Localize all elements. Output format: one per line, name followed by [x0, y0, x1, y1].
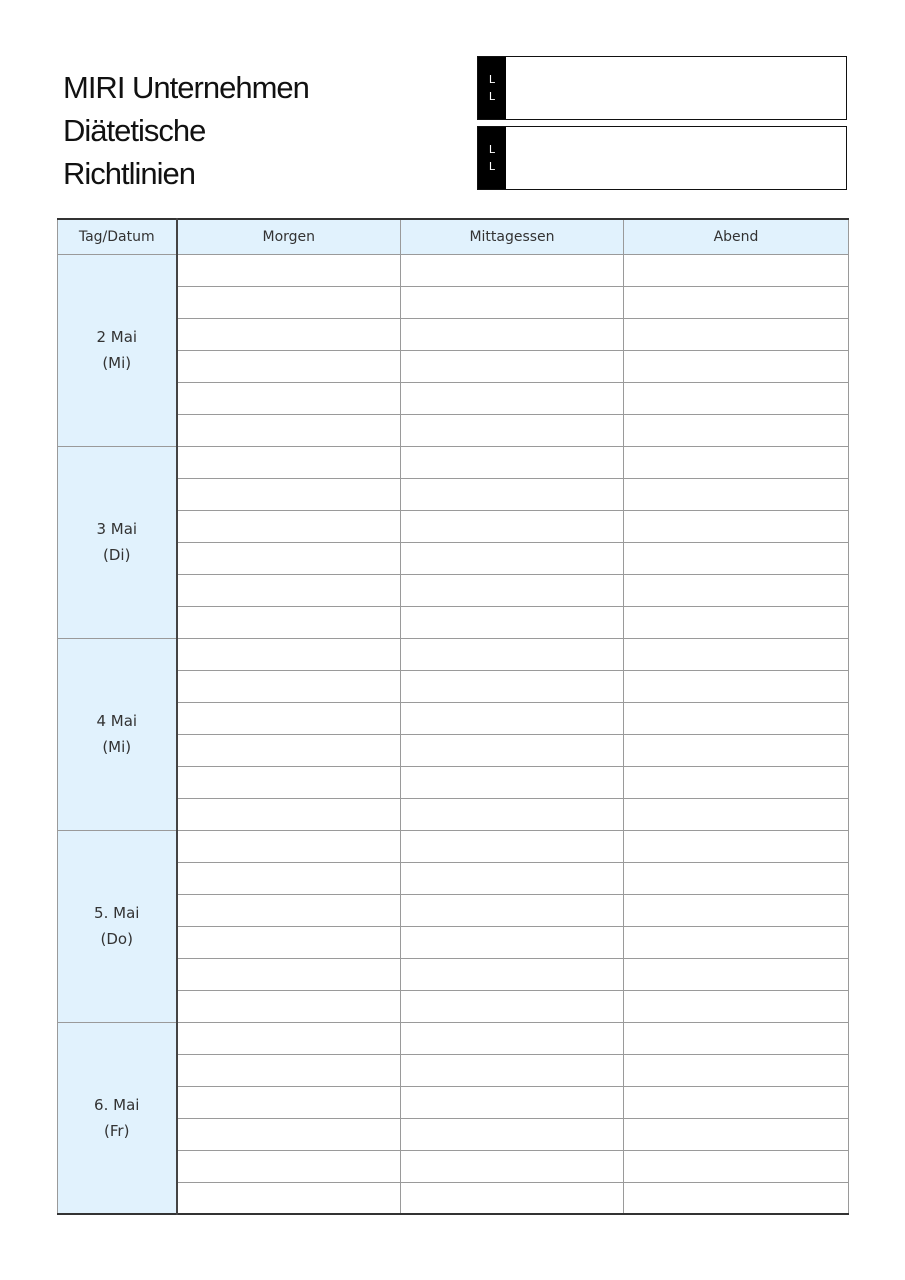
evening-cell[interactable]: [624, 1086, 849, 1118]
lunch-cell[interactable]: [401, 414, 624, 446]
table-row: [58, 414, 849, 446]
page-title: [63, 66, 309, 195]
table-row: [58, 1150, 849, 1182]
evening-cell[interactable]: [624, 766, 849, 798]
table-row: [58, 606, 849, 638]
day-weekday: (Do): [100, 930, 133, 948]
day-cell: [58, 830, 177, 1022]
lunch-cell[interactable]: [401, 1086, 624, 1118]
morning-cell[interactable]: [177, 1054, 401, 1086]
morning-cell[interactable]: [177, 350, 401, 382]
table-row: [58, 382, 849, 414]
table-row: [58, 670, 849, 702]
evening-cell[interactable]: [624, 926, 849, 958]
lunch-cell[interactable]: [401, 670, 624, 702]
evening-cell[interactable]: [624, 286, 849, 318]
day-date: 3 Mai: [96, 520, 138, 538]
label-box-2: [477, 126, 847, 190]
header-lunch: Mittagessen: [401, 219, 624, 254]
label-field-1[interactable]: [506, 57, 846, 119]
evening-cell[interactable]: [624, 382, 849, 414]
lunch-cell[interactable]: [401, 766, 624, 798]
evening-cell[interactable]: [624, 1150, 849, 1182]
evening-cell[interactable]: [624, 606, 849, 638]
table-row: [58, 734, 849, 766]
morning-cell[interactable]: [177, 478, 401, 510]
table-row: [58, 1054, 849, 1086]
table-row: [58, 254, 849, 286]
morning-cell[interactable]: [177, 1022, 401, 1054]
morning-cell[interactable]: [177, 542, 401, 574]
label-tab-2-line-1: L: [488, 143, 496, 156]
table-row: [58, 1182, 849, 1214]
lunch-cell[interactable]: [401, 350, 624, 382]
label-field-2[interactable]: [506, 127, 846, 189]
morning-cell[interactable]: [177, 862, 401, 894]
lunch-cell[interactable]: [401, 606, 624, 638]
meal-plan-table: [57, 218, 849, 1215]
day-date: 4 Mai: [96, 712, 138, 730]
lunch-cell[interactable]: [401, 702, 624, 734]
lunch-cell[interactable]: [401, 638, 624, 670]
table-row: [58, 830, 849, 862]
morning-cell[interactable]: [177, 702, 401, 734]
table-row: [58, 862, 849, 894]
morning-cell[interactable]: [177, 510, 401, 542]
evening-cell[interactable]: [624, 350, 849, 382]
morning-cell[interactable]: [177, 990, 401, 1022]
label-tab-1-line-2: L: [488, 90, 496, 103]
evening-cell[interactable]: [624, 958, 849, 990]
day-date: 5. Mai: [94, 904, 140, 922]
morning-cell[interactable]: [177, 766, 401, 798]
evening-cell[interactable]: [624, 670, 849, 702]
table-row: [58, 958, 849, 990]
lunch-cell[interactable]: [401, 542, 624, 574]
label-tab-1-line-1: L: [488, 73, 496, 86]
morning-cell[interactable]: [177, 254, 401, 286]
title-line-2: Diätetische: [63, 113, 206, 148]
day-weekday: (Fr): [104, 1121, 130, 1140]
table-row: [58, 766, 849, 798]
morning-cell[interactable]: [177, 798, 401, 830]
lunch-cell[interactable]: [401, 862, 624, 894]
morning-cell[interactable]: [177, 958, 401, 990]
table-row: [58, 510, 849, 542]
day-cell: [58, 254, 177, 446]
morning-cell[interactable]: [177, 638, 401, 670]
table-row: [58, 318, 849, 350]
evening-cell[interactable]: [624, 734, 849, 766]
evening-cell[interactable]: [624, 830, 849, 862]
morning-cell[interactable]: [177, 1182, 401, 1214]
lunch-cell[interactable]: [401, 318, 624, 350]
lunch-cell[interactable]: [401, 958, 624, 990]
lunch-cell[interactable]: [401, 990, 624, 1022]
morning-cell[interactable]: [177, 1118, 401, 1150]
table-row: [58, 702, 849, 734]
lunch-cell[interactable]: [401, 798, 624, 830]
lunch-cell[interactable]: [401, 446, 624, 478]
evening-cell[interactable]: [624, 1022, 849, 1054]
lunch-cell[interactable]: [401, 254, 624, 286]
morning-cell[interactable]: [177, 734, 401, 766]
table-row: [58, 574, 849, 606]
morning-cell[interactable]: [177, 318, 401, 350]
day-cell: [58, 446, 177, 638]
table-row: [58, 798, 849, 830]
lunch-cell[interactable]: [401, 1022, 624, 1054]
evening-cell[interactable]: [624, 478, 849, 510]
table-row: [58, 894, 849, 926]
lunch-cell[interactable]: [401, 1182, 624, 1214]
evening-cell[interactable]: [624, 446, 849, 478]
lunch-cell[interactable]: [401, 894, 624, 926]
morning-cell[interactable]: [177, 414, 401, 446]
day-cell: [58, 638, 177, 830]
day-date: 2 Mai: [96, 328, 138, 346]
morning-cell[interactable]: [177, 1150, 401, 1182]
evening-cell[interactable]: [624, 1118, 849, 1150]
lunch-cell[interactable]: [401, 1150, 624, 1182]
lunch-cell[interactable]: [401, 1118, 624, 1150]
day-cell: [58, 1022, 177, 1214]
evening-cell[interactable]: [624, 798, 849, 830]
table-row: [58, 990, 849, 1022]
evening-cell[interactable]: [624, 990, 849, 1022]
header-date: Tag/Datum: [58, 219, 177, 254]
title-line-3: Richtlinien: [63, 156, 196, 191]
day-weekday: (Mi): [102, 738, 132, 756]
evening-cell[interactable]: [624, 574, 849, 606]
lunch-cell[interactable]: [401, 510, 624, 542]
evening-cell[interactable]: [624, 862, 849, 894]
table-row: [58, 926, 849, 958]
evening-cell[interactable]: [624, 318, 849, 350]
evening-cell[interactable]: [624, 542, 849, 574]
table-row: [58, 1118, 849, 1150]
evening-cell[interactable]: [624, 1182, 849, 1214]
evening-cell[interactable]: [624, 510, 849, 542]
evening-cell[interactable]: [624, 894, 849, 926]
table-row: [58, 478, 849, 510]
morning-cell[interactable]: [177, 830, 401, 862]
table-header-row: [58, 219, 849, 254]
title-line-1: MIRI Unternehmen: [63, 70, 309, 105]
table-row: [58, 1086, 849, 1118]
label-tab-2-line-2: L: [488, 160, 496, 173]
lunch-cell[interactable]: [401, 734, 624, 766]
lunch-cell[interactable]: [401, 1054, 624, 1086]
morning-cell[interactable]: [177, 574, 401, 606]
table-row: [58, 542, 849, 574]
table-row: [58, 638, 849, 670]
day-weekday: (Mi): [102, 354, 132, 372]
lunch-cell[interactable]: [401, 286, 624, 318]
morning-cell[interactable]: [177, 670, 401, 702]
table-row: [58, 1022, 849, 1054]
morning-cell[interactable]: [177, 1086, 401, 1118]
morning-cell[interactable]: [177, 286, 401, 318]
morning-cell[interactable]: [177, 382, 401, 414]
header-morning: Morgen: [177, 219, 401, 254]
label-tab-2: [478, 127, 506, 189]
day-date: 6. Mai: [94, 1095, 140, 1114]
lunch-cell[interactable]: [401, 478, 624, 510]
lunch-cell[interactable]: [401, 830, 624, 862]
lunch-cell[interactable]: [401, 926, 624, 958]
evening-cell[interactable]: [624, 702, 849, 734]
label-tab-1: [478, 57, 506, 119]
table-body: [58, 254, 849, 1214]
evening-cell[interactable]: [624, 638, 849, 670]
header-evening: Abend: [624, 219, 849, 254]
evening-cell[interactable]: [624, 254, 849, 286]
evening-cell[interactable]: [624, 1054, 849, 1086]
lunch-cell[interactable]: [401, 574, 624, 606]
table-row: [58, 286, 849, 318]
evening-cell[interactable]: [624, 414, 849, 446]
label-box-1: [477, 56, 847, 120]
morning-cell[interactable]: [177, 446, 401, 478]
morning-cell[interactable]: [177, 926, 401, 958]
day-weekday: (Di): [103, 546, 131, 564]
table-row: [58, 350, 849, 382]
morning-cell[interactable]: [177, 894, 401, 926]
morning-cell[interactable]: [177, 606, 401, 638]
table-row: [58, 446, 849, 478]
lunch-cell[interactable]: [401, 382, 624, 414]
